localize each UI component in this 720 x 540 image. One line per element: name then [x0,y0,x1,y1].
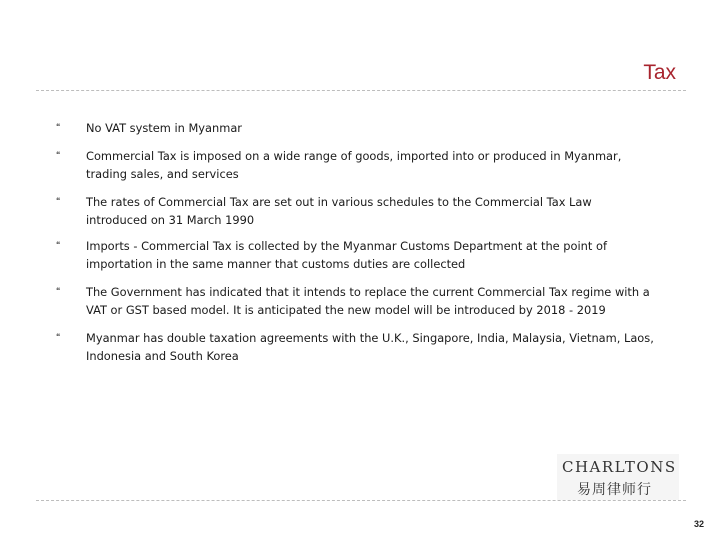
quote-bullet-icon: ❝ [56,240,61,249]
bullet-item [56,283,656,319]
top-divider [36,90,686,91]
quote-bullet-icon: ❝ [56,286,61,295]
quote-bullet-icon: ❝ [56,122,61,131]
quote-bullet-icon: ❝ [56,150,61,159]
charltons-logo [557,454,679,500]
bullet-text: Myanmar has double taxation agreements with the U.K., Singapore, India, Malaysia, Vietnam, Laos, Indonesia and South Korea [86,331,654,363]
bullet-text: The rates of Commercial Tax are set out in various schedules to the Commercial Tax Law introduced on 31 March 1990 [86,195,592,227]
bottom-divider [36,500,686,501]
page-number: 32 [693,519,704,529]
bullet-text: Commercial Tax is imposed on a wide range of goods, imported into or produced in Myanmar, trading sales, and services [86,149,622,181]
quote-bullet-icon: ❝ [56,332,61,341]
slide-title: Tax [643,61,676,84]
logo-chinese-name: 易周律师行 [577,482,652,498]
bullet-item [56,193,656,229]
bullet-text: Imports - Commercial Tax is collected by the Myanmar Customs Department at the point of importation in the same manner that customs duties are collected [86,239,607,271]
bullet-text: The Government has indicated that it intends to replace the current Commercial Tax regime with a VAT or GST based model. It is anticipated the new model will be introduced by 2018 - 2019 [86,285,650,317]
bullet-item [56,119,242,137]
bullet-item [56,329,656,365]
logo-name: CHARLTONS [562,458,677,476]
bullet-item [56,147,656,183]
quote-bullet-icon: ❝ [56,196,61,205]
bullet-text: No VAT system in Myanmar [86,121,242,135]
bullet-item [56,237,656,273]
